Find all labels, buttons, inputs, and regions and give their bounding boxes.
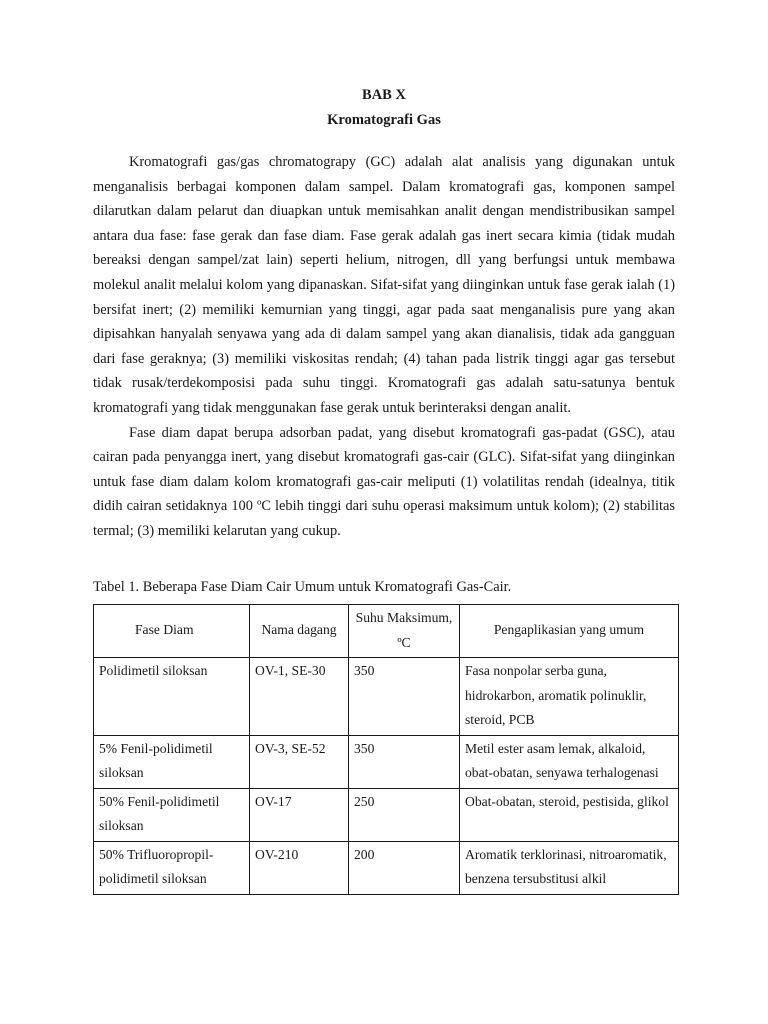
table-cell: 200 — [349, 841, 460, 894]
table-cell: OV-1, SE-30 — [250, 658, 349, 736]
chapter-title: Kromatografi Gas — [327, 112, 441, 128]
table-caption: Tabel 1. Beberapa Fase Diam Cair Umum untuk Kromatografi Gas-Cair. — [93, 579, 512, 595]
table-cell: OV-210 — [250, 841, 349, 894]
paragraph: Fase diam dapat berupa adsorban padat, yang disebut kromatografi gas-padat (GSC), atau cairan pada penyangga inert, yang disebut kromatografi gas-cair (GLC). Sifat-sifat yang diinginkan untuk fase diam dalam kolom kromatografi gas-cair meliputi (1) volatilitas rendah (idealnya, titik didih cairan setidaknya 100 ºC lebih tinggi dari suhu operasi maksimum untuk kolom); (2) stabilitas termal; (3) memiliki kelarutan yang cukup. — [93, 424, 675, 539]
chapter-heading: BAB X — [362, 87, 406, 103]
table-cell: 250 — [349, 788, 460, 841]
paragraph: Kromatografi gas/gas chromatograpy (GC) adalah alat analisis yang digunakan untuk menganalisis berbagai komponen dalam sampel. Dalam kromatografi gas, komponen sampel dilarutkan dalam pelarut dan diuapkan untuk memisahkan analit dengan mendistribusikan sampel antara dua fase: fase gerak dan fase diam. Fase gerak adalah gas inert secara kimia (tidak mudah bereaksi dengan sampel/zat lain) seperti helium, nitrogen, dll yang berfungsi untuk membawa molekul analit melalui kolom yang dipanaskan. Sifat-sifat yang diinginkan untuk fase gerak ialah (1) bersifat inert; (2) memiliki kemurnian yang tinggi, agar pada saat menganalisis pure yang akan dipisahkan hanyalah senyawa yang ada di dalam sampel yang akan dianalisis, tidak ada gangguan dari fase geraknya; (3) memiliki viskositas rendah; (4) tahan pada listrik tinggi agar gas tersebut tidak rusak/terdekomposisi pada suhu tinggi. Kromatografi gas adalah satu-satunya bentuk kromatografi yang tidak menggunakan fase gerak untuk berinteraksi dengan analit. — [93, 154, 675, 416]
table-row — [94, 658, 679, 736]
column-header: Fase Diam — [94, 605, 250, 658]
table-row — [94, 841, 679, 894]
table-cell: Fasa nonpolar serba guna, hidrokarbon, aromatik polinuklir, steroid, PCB — [460, 658, 679, 736]
table-cell: Obat-obatan, steroid, pestisida, glikol — [460, 788, 679, 841]
table-header-row — [94, 605, 679, 658]
table-cell: 350 — [349, 658, 460, 736]
stationary-phase-table — [93, 604, 679, 895]
column-header: Pengaplikasian yang umum — [460, 605, 679, 658]
table-cell: 350 — [349, 735, 460, 788]
table-row — [94, 735, 679, 788]
table-cell: Metil ester asam lemak, alkaloid, obat-obatan, senyawa terhalogenasi — [460, 735, 679, 788]
table-row — [94, 788, 679, 841]
table-cell: 5% Fenil-polidimetil siloksan — [94, 735, 250, 788]
body-text — [93, 150, 675, 544]
table-cell: OV-17 — [250, 788, 349, 841]
table-cell: OV-3, SE-52 — [250, 735, 349, 788]
table-cell: 50% Trifluoropropil-polidimetil siloksan — [94, 841, 250, 894]
column-header: Nama dagang — [250, 605, 349, 658]
table-cell: Aromatik terklorinasi, nitroaromatik, benzena tersubstitusi alkil — [460, 841, 679, 894]
table-cell: 50% Fenil-polidimetil siloksan — [94, 788, 250, 841]
table-cell: Polidimetil siloksan — [94, 658, 250, 736]
column-header: Suhu Maksimum, ºC — [349, 605, 460, 658]
